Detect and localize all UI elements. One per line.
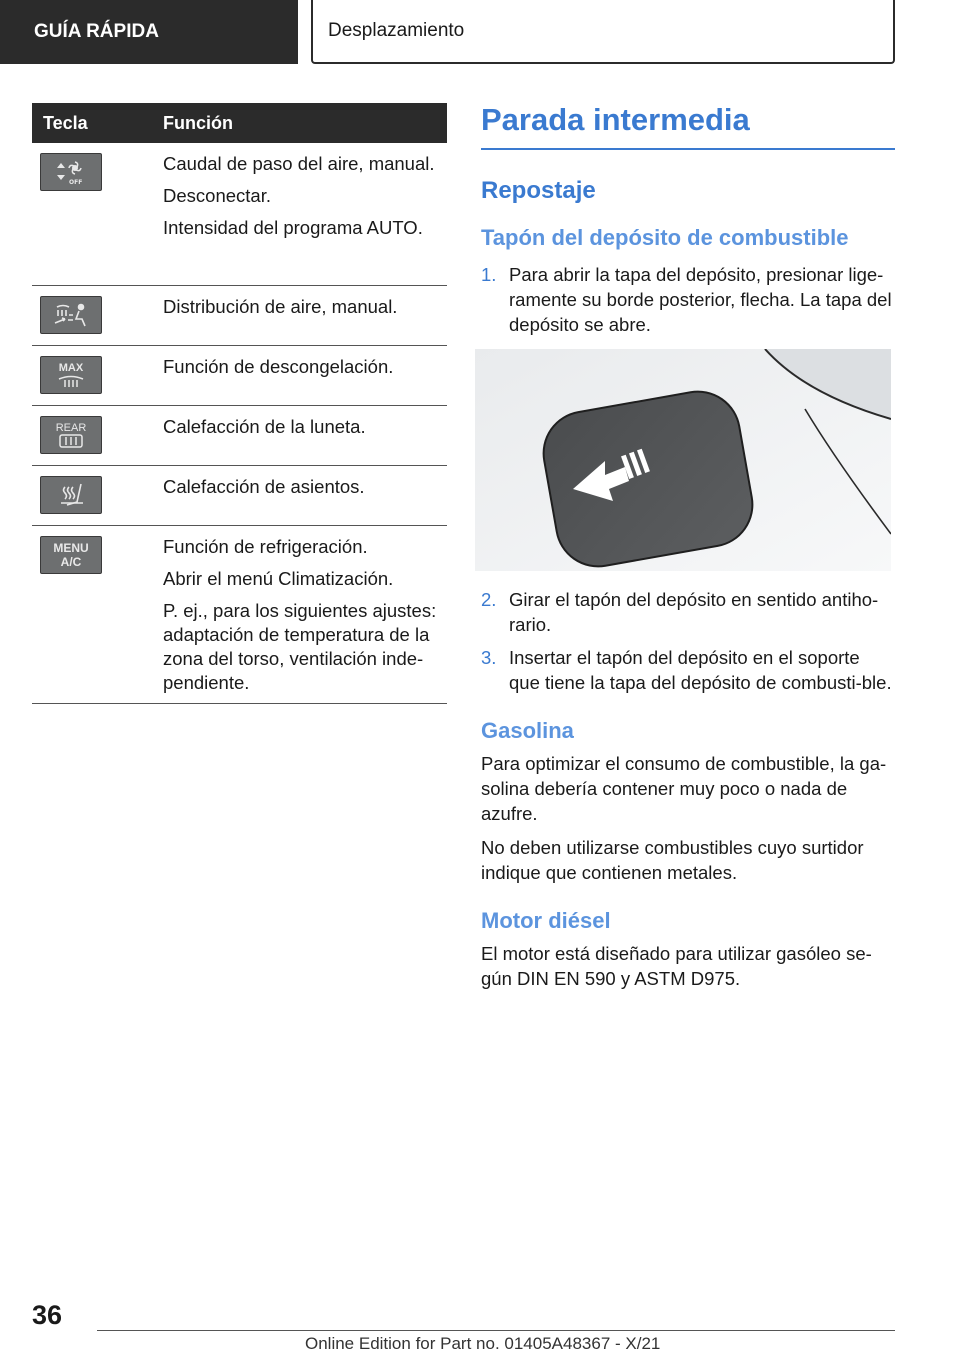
key-label: REAR <box>55 421 87 434</box>
header-chapter-label: Desplazamiento <box>328 20 465 41</box>
key-label: MAX <box>58 362 84 374</box>
step-text: Para abrir la tapa del depósito, presionar lige-ramente su borde posterior, flecha. La tapa del depósito se abre. <box>509 264 892 335</box>
menu-ac-icon <box>40 536 102 574</box>
function-text: Caudal de paso del aire, manual. <box>163 153 435 174</box>
steps-list <box>481 262 895 337</box>
function-text: Abrir el menú Climatización. <box>163 568 394 589</box>
step-text: Girar el tapón del depósito en sentido antiho-rario. <box>509 589 879 635</box>
function-text: Función de refrigeración. <box>163 536 368 557</box>
steps-list <box>481 587 895 695</box>
header-section-tab <box>0 0 298 64</box>
function-cell <box>163 406 447 465</box>
function-text: Función de descongelación. <box>163 356 394 377</box>
page-number: 36 <box>32 1300 63 1330</box>
fuel-cap-photo <box>475 349 891 571</box>
function-text: Desconectar. <box>163 185 271 206</box>
function-cell <box>163 143 447 285</box>
header-chapter-tab <box>311 0 895 64</box>
footer-divider <box>97 1330 895 1331</box>
function-text: Calefacción de la luneta. <box>163 416 366 437</box>
table-row <box>32 143 447 286</box>
page-title: Parada intermedia <box>481 100 895 150</box>
air-distribution-icon <box>40 296 102 334</box>
diesel-paragraph: El motor está diseñado para utilizar gasóleo se-gún DIN EN 590 y ASTM D975. <box>481 943 872 989</box>
gasoline-title: Gasolina <box>481 718 574 743</box>
col-function-header: Función <box>163 112 233 133</box>
gasoline-paragraph: Para optimizar el consumo de combustible, la ga-solina debería contener muy poco o nada de azufre. <box>481 753 887 824</box>
step-text: Insertar el tapón del depósito en el soporte que tiene la tapa del depósito de combusti-ble. <box>509 647 892 693</box>
table-row <box>32 526 447 704</box>
gasoline-paragraph: No deben utilizarse combustibles cuyo surtidor indique que contienen metales. <box>481 837 864 883</box>
rear-defrost-icon <box>40 416 102 454</box>
step-number: 3. <box>481 647 497 668</box>
function-cell <box>163 526 447 703</box>
seat-heating-icon <box>40 476 102 514</box>
col-key-header: Tecla <box>43 112 88 133</box>
climate-keys-table <box>32 103 447 704</box>
function-text: Intensidad del programa AUTO. <box>163 217 423 238</box>
table-row <box>32 406 447 466</box>
list-item <box>481 645 895 695</box>
list-item <box>481 262 895 337</box>
function-cell <box>163 286 447 345</box>
section-title: Repostaje <box>481 177 596 204</box>
footer-edition: Online Edition for Part no. 01405A48367 - X/21 <box>305 1334 661 1353</box>
table-row <box>32 346 447 406</box>
function-cell <box>163 466 447 525</box>
diesel-title: Motor diésel <box>481 908 611 933</box>
table-row <box>32 286 447 346</box>
header-section-label: GUÍA RÁPIDA <box>34 21 159 42</box>
right-column <box>481 100 895 1000</box>
table-header <box>32 103 447 143</box>
fan-off-icon <box>40 153 102 191</box>
key-label: MENU A/C <box>53 541 89 569</box>
max-defrost-icon <box>40 356 102 394</box>
subsection-title: Tapón del depósito de combustible <box>481 225 849 250</box>
function-text: Calefacción de asientos. <box>163 476 365 497</box>
function-text: Distribución de aire, manual. <box>163 296 398 317</box>
table-row <box>32 466 447 526</box>
list-item <box>481 587 895 637</box>
function-cell <box>163 346 447 405</box>
function-text: P. ej., para los siguientes ajustes: adaptación de temperatura de la zona del torso, ventilación inde-pendiente. <box>163 600 437 693</box>
step-number: 2. <box>481 589 497 610</box>
step-number: 1. <box>481 264 497 285</box>
svg-text:OFF: OFF <box>69 179 83 186</box>
